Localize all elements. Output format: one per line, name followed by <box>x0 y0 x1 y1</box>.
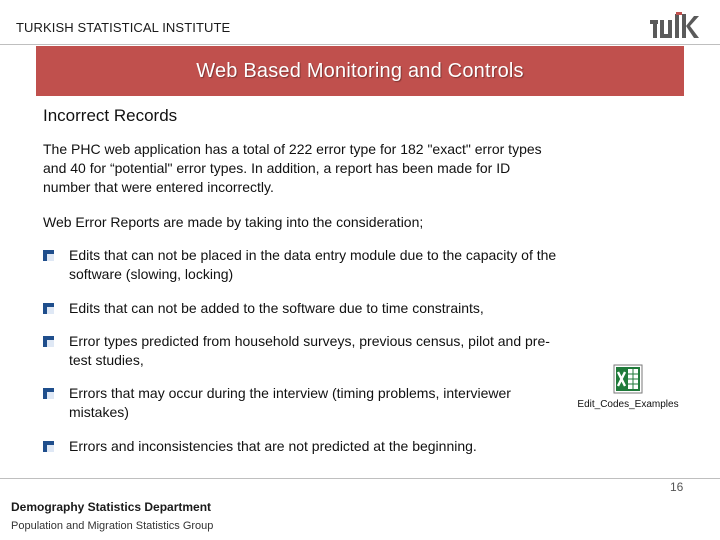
excel-attachment[interactable] <box>572 364 684 411</box>
title-banner <box>36 46 684 96</box>
checkbox-bullet-icon <box>43 441 54 452</box>
bullet-text: Edits that can not be placed in the data entry module due to the capacity of the software (slowing, locking) <box>69 247 557 282</box>
bullet-text: Error types predicted from household surveys, previous census, pilot and pre-test studies, <box>69 333 550 368</box>
bullet-text: Errors and inconsistencies that are not predicted at the beginning. <box>69 438 477 454</box>
footer-divider <box>0 478 720 479</box>
bullet-item <box>43 437 563 456</box>
tuik-logo-icon <box>648 12 700 40</box>
checkbox-bullet-icon <box>43 388 54 399</box>
section-heading: Incorrect Records <box>43 106 178 125</box>
bullet-item <box>43 246 563 284</box>
page-number: 16 <box>670 480 684 494</box>
lead-sentence: Web Error Reports are made by taking into the consideration; <box>43 214 424 230</box>
intro-paragraph: The PHC web application has a total of 222 error type for 182 "exact" error types and 40 for “potential" error types. In addition, a report has been made for ID number that were entered incorrectly. <box>43 141 542 195</box>
footer-department: Demography Statistics Department <box>11 500 212 514</box>
bullet-item <box>43 384 563 422</box>
checkbox-bullet-icon <box>43 303 54 314</box>
bullet-text: Errors that may occur during the interview (timing problems, interviewer mistakes) <box>69 385 511 420</box>
checkbox-bullet-icon <box>43 336 54 347</box>
footer-group: Population and Migration Statistics Group <box>11 520 214 532</box>
header-divider <box>0 44 720 45</box>
bullet-item <box>43 299 563 318</box>
organization-name: TURKISH STATISTICAL INSTITUTE <box>16 20 231 35</box>
bullet-item <box>43 332 563 370</box>
checkbox-bullet-icon <box>43 250 54 261</box>
attachment-label: Edit_Codes_Examples <box>577 399 679 410</box>
slide-title: Web Based Monitoring and Controls <box>196 59 524 82</box>
excel-file-icon <box>613 364 643 394</box>
bullet-text: Edits that can not be added to the software due to time constraints, <box>69 300 484 316</box>
